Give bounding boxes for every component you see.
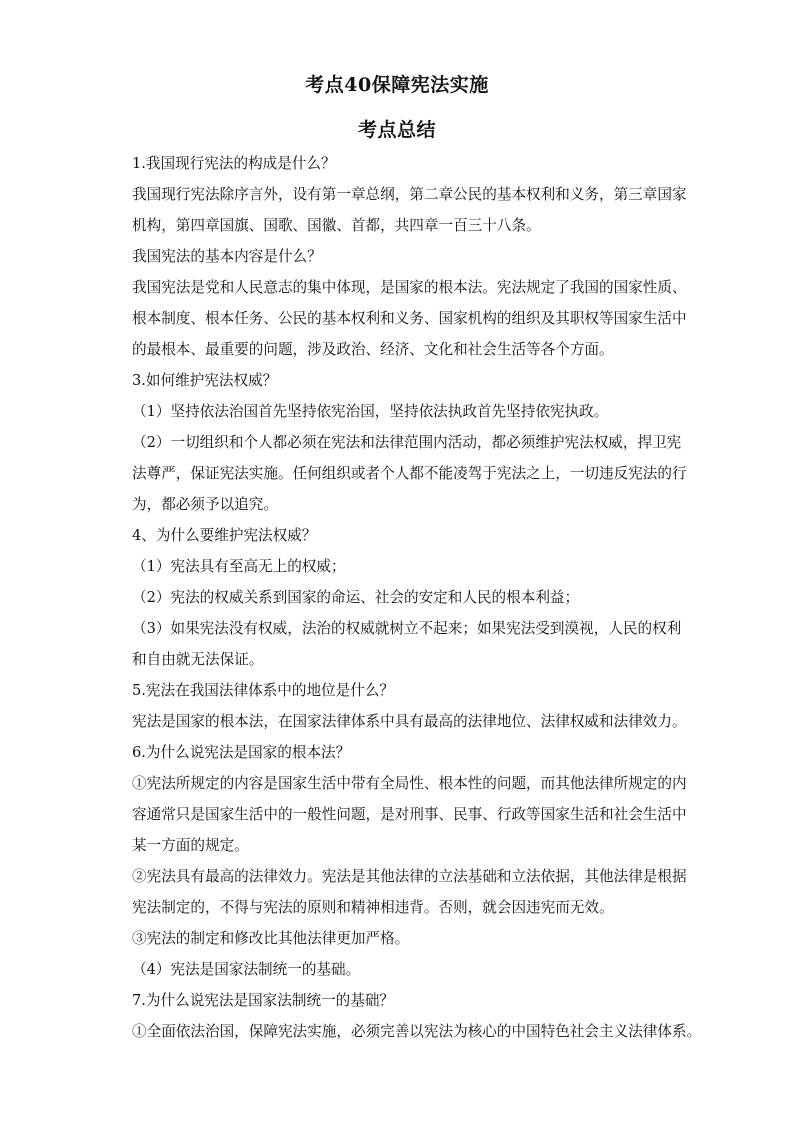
- text-line: 宪法制定的，不得与宪法的原则和精神相违背。否则，就会因违宪而无效。: [132, 899, 614, 916]
- text-line: （1）宪法具有至高无上的权威；: [132, 558, 346, 575]
- text-line: 5.宪法在我国法律体系中的地位是什么？: [132, 682, 395, 699]
- text-line: 我国宪法是党和人民意志的集中体现，是国家的根本法。宪法规定了我国的国家性质、: [132, 279, 687, 296]
- text-line: ①宪法所规定的内容是国家生活中带有全局性、根本性的问题，而其他法律所规定的内: [132, 775, 687, 792]
- text-line: （2）宪法的权威关系到国家的命运、社会的安定和人民的根本利益；: [132, 589, 580, 606]
- text-line: 机构，第四章国旗、国歌、国徽、首都，共四章一百三十八条。: [132, 217, 541, 234]
- text-line: 3.如何维护宪法权威？: [132, 372, 278, 389]
- text-line: 7.为什么说宪法是国家法制统一的基础？: [132, 992, 395, 1009]
- text-line: 6.为什么说宪法是国家的根本法？: [132, 744, 351, 761]
- text-line: 根本制度、根本任务、公民的基本权利和义务、国家机构的组织及其职权等国家生活中: [132, 310, 687, 327]
- text-line: 的最根本、最重要的问题，涉及政治、经济、文化和社会生活等各个方面。: [132, 341, 614, 358]
- text-line: 某一方面的规定。: [132, 837, 249, 854]
- text-line: 我国现行宪法除序言外，设有第一章总纲，第二章公民的基本权利和义务，第三章国家: [132, 186, 687, 203]
- text-line: 1.我国现行宪法的构成是什么？: [132, 155, 336, 172]
- text-line: （4）宪法是国家法制统一的基础。: [132, 961, 361, 978]
- text-line: （3）如果宪法没有权威，法治的权威就树立不起来；如果宪法受到漠视，人民的权利: [132, 620, 682, 637]
- document-title: 考点40保障宪法实施: [305, 74, 489, 96]
- text-line: （1）坚持依法治国首先坚持依宪治国，坚持依法执政首先坚持依宪执政。: [132, 403, 609, 420]
- document-body: [132, 148, 702, 1047]
- text-line: 4、为什么要维护宪法权威？: [132, 527, 317, 544]
- text-line: ②宪法具有最高的法律效力。宪法是其他法律的立法基础和立法依据，其他法律是根据: [132, 868, 687, 885]
- text-line: 我国宪法的基本内容是什么？: [132, 248, 322, 265]
- text-line: 宪法是国家的根本法，在国家法律体系中具有最高的法律地位、法律权威和法律效力。: [132, 713, 687, 730]
- text-line: （2）一切组织和个人都必须在宪法和法律范围内活动，都必须维护宪法权威，捍卫宪: [132, 434, 682, 451]
- document-subtitle: 考点总结: [357, 119, 436, 141]
- text-line: 法尊严，保证宪法实施。任何组织或者个人都不能凌驾于宪法之上，一切违反宪法的行: [132, 465, 687, 482]
- text-line: 容通常只是国家生活中的一般性问题，是对刑事、民事、行政等国家生活和社会生活中: [132, 806, 687, 823]
- text-line: 和自由就无法保证。: [132, 651, 264, 668]
- text-line: ③宪法的制定和修改比其他法律更加严格。: [132, 930, 410, 947]
- text-line: ①全面依法治国，保障宪法实施，必须完善以宪法为核心的中国特色社会主义法律体系。: [132, 1023, 702, 1040]
- text-line: 为，都必须予以追究。: [132, 496, 278, 513]
